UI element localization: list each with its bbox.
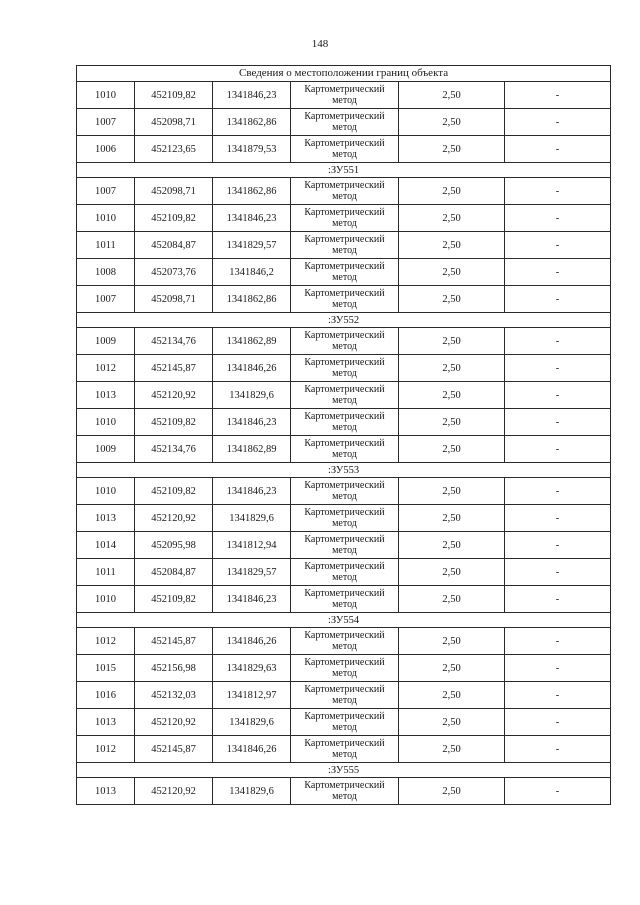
coord-x-cell: 452109,82 xyxy=(135,586,213,613)
method-cell: Картометрический метод xyxy=(291,328,399,355)
method-cell: Картометрический метод xyxy=(291,259,399,286)
accuracy-cell: 2,50 xyxy=(399,409,505,436)
table-row xyxy=(77,505,611,532)
point-id-cell: 1007 xyxy=(77,286,135,313)
note-cell: - xyxy=(505,409,611,436)
coord-y-cell: 1341862,86 xyxy=(213,286,291,313)
table-row xyxy=(77,382,611,409)
note-cell: - xyxy=(505,736,611,763)
point-id-cell: 1007 xyxy=(77,178,135,205)
point-id-cell: 1012 xyxy=(77,736,135,763)
coord-x-cell: 452073,76 xyxy=(135,259,213,286)
method-cell: Картометрический метод xyxy=(291,355,399,382)
method-cell: Картометрический метод xyxy=(291,586,399,613)
accuracy-cell: 2,50 xyxy=(399,682,505,709)
coord-y-cell: 1341846,23 xyxy=(213,409,291,436)
accuracy-cell: 2,50 xyxy=(399,628,505,655)
point-id-cell: 1013 xyxy=(77,778,135,805)
table-row xyxy=(77,232,611,259)
method-cell: Картометрический метод xyxy=(291,136,399,163)
accuracy-cell: 2,50 xyxy=(399,505,505,532)
point-id-cell: 1010 xyxy=(77,205,135,232)
method-cell: Картометрический метод xyxy=(291,736,399,763)
table-row xyxy=(77,328,611,355)
coord-y-cell: 1341846,26 xyxy=(213,736,291,763)
section-label: :ЗУ553 xyxy=(77,463,611,478)
section-row xyxy=(77,463,611,478)
page-number: 148 xyxy=(311,38,329,50)
coord-y-cell: 1341846,23 xyxy=(213,478,291,505)
coord-x-cell: 452098,71 xyxy=(135,178,213,205)
table-body xyxy=(77,66,611,805)
coord-y-cell: 1341829,57 xyxy=(213,559,291,586)
section-label: :ЗУ555 xyxy=(77,763,611,778)
coord-y-cell: 1341846,2 xyxy=(213,259,291,286)
coord-y-cell: 1341879,53 xyxy=(213,136,291,163)
section-row xyxy=(77,613,611,628)
coord-x-cell: 452098,71 xyxy=(135,109,213,136)
coord-x-cell: 452156,98 xyxy=(135,655,213,682)
point-id-cell: 1006 xyxy=(77,136,135,163)
point-id-cell: 1016 xyxy=(77,682,135,709)
coord-y-cell: 1341829,6 xyxy=(213,382,291,409)
note-cell: - xyxy=(505,505,611,532)
note-cell: - xyxy=(505,655,611,682)
note-cell: - xyxy=(505,628,611,655)
point-id-cell: 1014 xyxy=(77,532,135,559)
point-id-cell: 1010 xyxy=(77,409,135,436)
accuracy-cell: 2,50 xyxy=(399,82,505,109)
accuracy-cell: 2,50 xyxy=(399,478,505,505)
note-cell: - xyxy=(505,559,611,586)
method-cell: Картометрический метод xyxy=(291,478,399,505)
note-cell: - xyxy=(505,109,611,136)
table-row xyxy=(77,205,611,232)
point-id-cell: 1011 xyxy=(77,232,135,259)
accuracy-cell: 2,50 xyxy=(399,382,505,409)
point-id-cell: 1007 xyxy=(77,109,135,136)
method-cell: Картометрический метод xyxy=(291,205,399,232)
method-cell: Картометрический метод xyxy=(291,178,399,205)
table-row xyxy=(77,436,611,463)
note-cell: - xyxy=(505,355,611,382)
accuracy-cell: 2,50 xyxy=(399,736,505,763)
coord-x-cell: 452145,87 xyxy=(135,628,213,655)
coord-x-cell: 452134,76 xyxy=(135,436,213,463)
method-cell: Картометрический метод xyxy=(291,655,399,682)
table-row xyxy=(77,355,611,382)
coord-x-cell: 452109,82 xyxy=(135,478,213,505)
coord-x-cell: 452109,82 xyxy=(135,409,213,436)
accuracy-cell: 2,50 xyxy=(399,178,505,205)
table-title: Сведения о местоположении границ объекта xyxy=(77,66,611,82)
accuracy-cell: 2,50 xyxy=(399,778,505,805)
note-cell: - xyxy=(505,586,611,613)
note-cell: - xyxy=(505,382,611,409)
method-cell: Картометрический метод xyxy=(291,436,399,463)
table-row xyxy=(77,736,611,763)
method-cell: Картометрический метод xyxy=(291,82,399,109)
note-cell: - xyxy=(505,178,611,205)
table-row xyxy=(77,778,611,805)
method-cell: Картометрический метод xyxy=(291,559,399,586)
coord-x-cell: 452132,03 xyxy=(135,682,213,709)
section-label: :ЗУ552 xyxy=(77,313,611,328)
method-cell: Картометрический метод xyxy=(291,532,399,559)
accuracy-cell: 2,50 xyxy=(399,286,505,313)
coord-x-cell: 452120,92 xyxy=(135,505,213,532)
note-cell: - xyxy=(505,286,611,313)
method-cell: Картометрический метод xyxy=(291,628,399,655)
note-cell: - xyxy=(505,436,611,463)
note-cell: - xyxy=(505,259,611,286)
accuracy-cell: 2,50 xyxy=(399,532,505,559)
note-cell: - xyxy=(505,205,611,232)
accuracy-cell: 2,50 xyxy=(399,232,505,259)
table-row xyxy=(77,559,611,586)
coord-x-cell: 452084,87 xyxy=(135,232,213,259)
coord-x-cell: 452109,82 xyxy=(135,82,213,109)
coord-x-cell: 452145,87 xyxy=(135,736,213,763)
note-cell: - xyxy=(505,778,611,805)
section-row xyxy=(77,763,611,778)
accuracy-cell: 2,50 xyxy=(399,355,505,382)
section-row xyxy=(77,313,611,328)
table-row xyxy=(77,586,611,613)
accuracy-cell: 2,50 xyxy=(399,559,505,586)
coord-y-cell: 1341829,6 xyxy=(213,778,291,805)
accuracy-cell: 2,50 xyxy=(399,328,505,355)
accuracy-cell: 2,50 xyxy=(399,205,505,232)
method-cell: Картометрический метод xyxy=(291,778,399,805)
coord-x-cell: 452145,87 xyxy=(135,355,213,382)
coord-x-cell: 452123,65 xyxy=(135,136,213,163)
note-cell: - xyxy=(505,136,611,163)
accuracy-cell: 2,50 xyxy=(399,586,505,613)
table-row xyxy=(77,259,611,286)
coord-y-cell: 1341862,86 xyxy=(213,109,291,136)
coord-y-cell: 1341846,26 xyxy=(213,628,291,655)
method-cell: Картометрический метод xyxy=(291,286,399,313)
point-id-cell: 1013 xyxy=(77,505,135,532)
coord-y-cell: 1341829,6 xyxy=(213,505,291,532)
boundary-coordinates-table xyxy=(76,65,611,805)
point-id-cell: 1010 xyxy=(77,478,135,505)
coord-y-cell: 1341829,63 xyxy=(213,655,291,682)
method-cell: Картометрический метод xyxy=(291,505,399,532)
point-id-cell: 1012 xyxy=(77,355,135,382)
point-id-cell: 1012 xyxy=(77,628,135,655)
table-row xyxy=(77,136,611,163)
section-label: :ЗУ551 xyxy=(77,163,611,178)
section-row xyxy=(77,163,611,178)
point-id-cell: 1015 xyxy=(77,655,135,682)
method-cell: Картометрический метод xyxy=(291,382,399,409)
coord-y-cell: 1341862,89 xyxy=(213,328,291,355)
accuracy-cell: 2,50 xyxy=(399,259,505,286)
accuracy-cell: 2,50 xyxy=(399,709,505,736)
accuracy-cell: 2,50 xyxy=(399,136,505,163)
table-row xyxy=(77,682,611,709)
table-row xyxy=(77,82,611,109)
point-id-cell: 1009 xyxy=(77,328,135,355)
coord-y-cell: 1341812,94 xyxy=(213,532,291,559)
table-row xyxy=(77,109,611,136)
table-row xyxy=(77,628,611,655)
point-id-cell: 1009 xyxy=(77,436,135,463)
accuracy-cell: 2,50 xyxy=(399,655,505,682)
note-cell: - xyxy=(505,682,611,709)
table-row xyxy=(77,409,611,436)
method-cell: Картометрический метод xyxy=(291,682,399,709)
coord-x-cell: 452120,92 xyxy=(135,778,213,805)
point-id-cell: 1011 xyxy=(77,559,135,586)
table-row xyxy=(77,655,611,682)
point-id-cell: 1013 xyxy=(77,382,135,409)
note-cell: - xyxy=(505,232,611,259)
coord-x-cell: 452098,71 xyxy=(135,286,213,313)
table-row xyxy=(77,178,611,205)
accuracy-cell: 2,50 xyxy=(399,109,505,136)
coord-y-cell: 1341829,6 xyxy=(213,709,291,736)
note-cell: - xyxy=(505,478,611,505)
point-id-cell: 1008 xyxy=(77,259,135,286)
section-label: :ЗУ554 xyxy=(77,613,611,628)
method-cell: Картометрический метод xyxy=(291,109,399,136)
coord-y-cell: 1341812,97 xyxy=(213,682,291,709)
coord-y-cell: 1341829,57 xyxy=(213,232,291,259)
coord-x-cell: 452109,82 xyxy=(135,205,213,232)
coord-y-cell: 1341846,23 xyxy=(213,205,291,232)
coord-x-cell: 452120,92 xyxy=(135,709,213,736)
table-title-row xyxy=(77,66,611,82)
method-cell: Картометрический метод xyxy=(291,232,399,259)
coord-x-cell: 452120,92 xyxy=(135,382,213,409)
table-row xyxy=(77,286,611,313)
coord-y-cell: 1341862,89 xyxy=(213,436,291,463)
accuracy-cell: 2,50 xyxy=(399,436,505,463)
coord-x-cell: 452095,98 xyxy=(135,532,213,559)
coord-x-cell: 452084,87 xyxy=(135,559,213,586)
note-cell: - xyxy=(505,532,611,559)
point-id-cell: 1010 xyxy=(77,586,135,613)
coord-y-cell: 1341846,26 xyxy=(213,355,291,382)
point-id-cell: 1013 xyxy=(77,709,135,736)
table-row xyxy=(77,709,611,736)
table-row xyxy=(77,478,611,505)
coord-y-cell: 1341846,23 xyxy=(213,82,291,109)
point-id-cell: 1010 xyxy=(77,82,135,109)
table-row xyxy=(77,532,611,559)
method-cell: Картометрический метод xyxy=(291,709,399,736)
note-cell: - xyxy=(505,709,611,736)
note-cell: - xyxy=(505,82,611,109)
coord-y-cell: 1341846,23 xyxy=(213,586,291,613)
coord-x-cell: 452134,76 xyxy=(135,328,213,355)
method-cell: Картометрический метод xyxy=(291,409,399,436)
coord-y-cell: 1341862,86 xyxy=(213,178,291,205)
note-cell: - xyxy=(505,328,611,355)
